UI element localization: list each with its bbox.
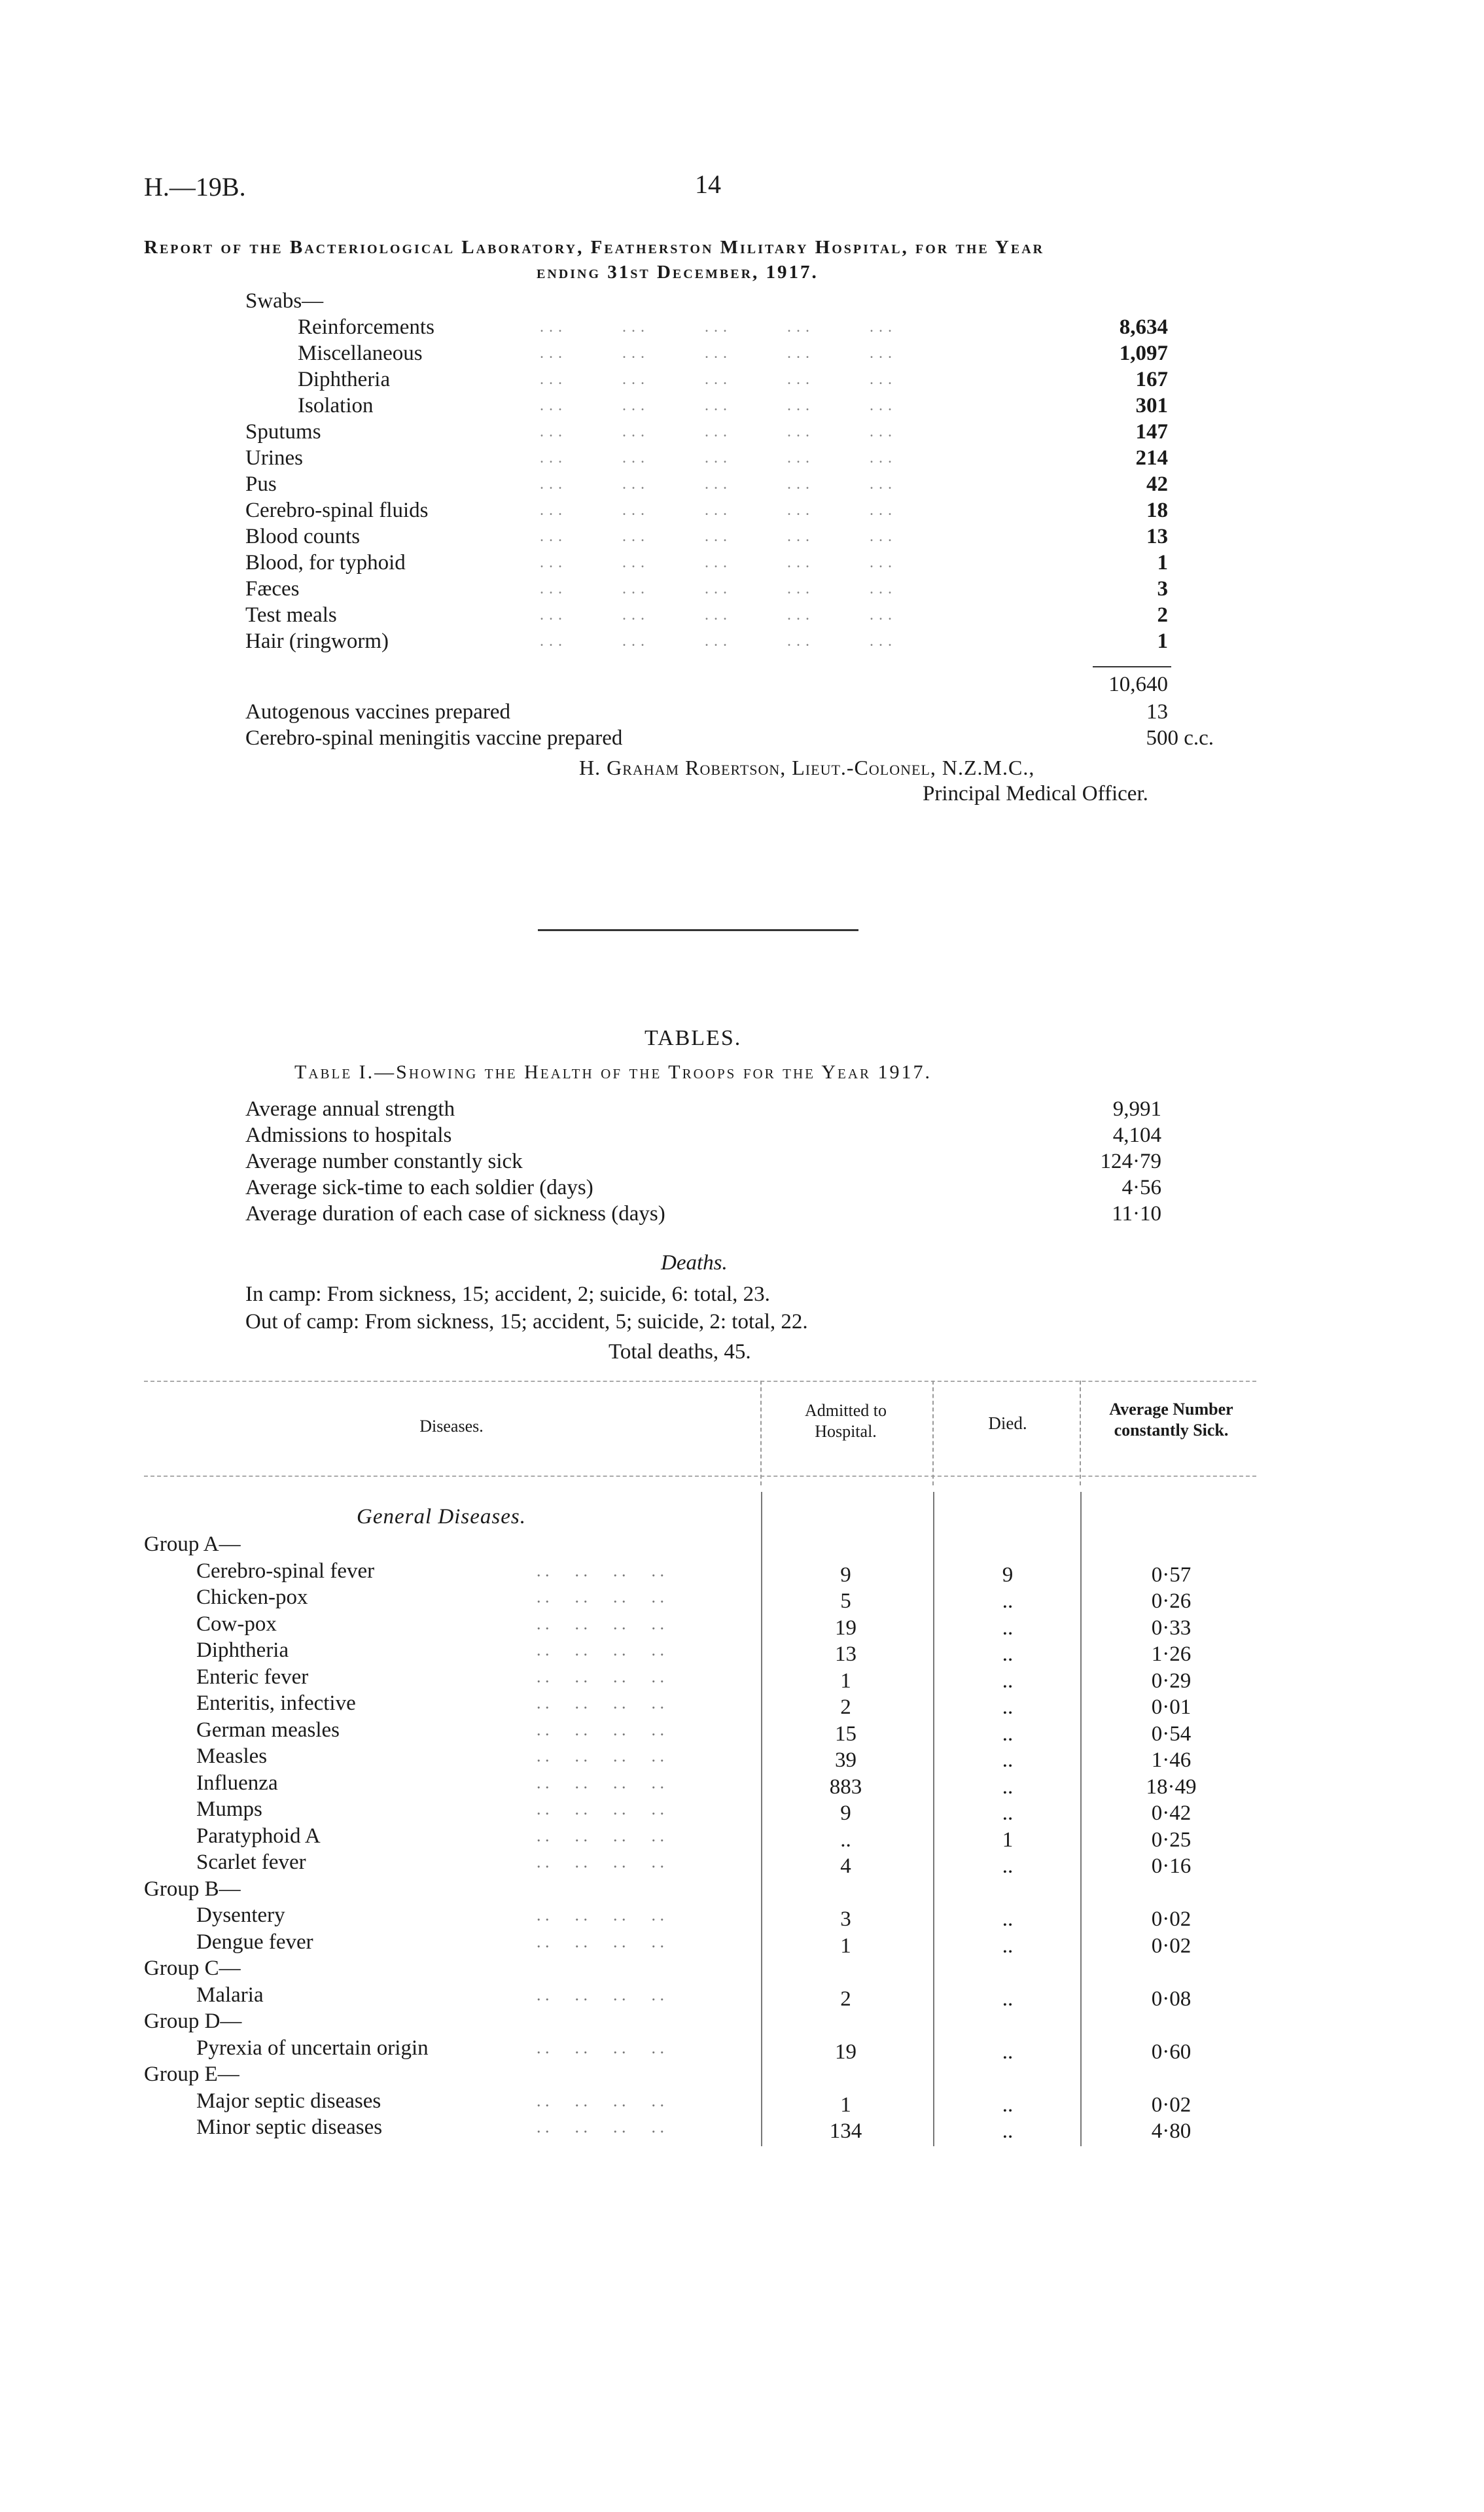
- disease-label: Paratyphoid A: [196, 1824, 321, 1848]
- disease-row: [0, 1717, 1484, 1746]
- extra-value: 13: [1146, 700, 1168, 724]
- table-top-rule: [144, 1381, 1256, 1382]
- died-value: 1: [1002, 1828, 1014, 1852]
- lab-item: [245, 523, 1168, 550]
- stat-label: Admissions to hospitals: [245, 1123, 452, 1147]
- lab-item-label: Blood, for typhoid: [245, 551, 406, 575]
- lab-item-label: Urines: [245, 446, 303, 470]
- deaths-in-camp: In camp: From sickness, 15; accident, 2; suicide, 6: total, 23.: [245, 1283, 770, 1306]
- disease-row: [0, 1558, 1484, 1587]
- group-label: Group E—: [144, 2062, 239, 2086]
- leader-dots: ... ... ... ... ...: [540, 476, 897, 493]
- leader-dots: . . . . . . . .: [537, 1587, 664, 1606]
- total-rule: [1093, 666, 1171, 667]
- disease-label: Pyrexia of uncertain origin: [196, 2036, 429, 2060]
- stat-value: 11·10: [1112, 1202, 1161, 1226]
- died-value: ..: [1002, 1669, 1014, 1693]
- disease-label: Cow-pox: [196, 1612, 277, 1636]
- page-number: 14: [695, 169, 721, 199]
- average-sick-value: 0·60: [1151, 2040, 1192, 2064]
- admitted-value: 1: [840, 2093, 851, 2117]
- lab-report-subtitle: ending 31st December, 1917.: [537, 262, 819, 283]
- admitted-value: 4: [840, 1854, 851, 1878]
- group-row: [0, 1531, 1484, 1557]
- disease-label: Minor septic diseases: [196, 2115, 383, 2139]
- stat-label: Average annual strength: [245, 1097, 455, 1121]
- leader-dots: ... ... ... ... ...: [540, 345, 897, 362]
- stat-value: 4,104: [1112, 1123, 1161, 1147]
- average-sick-value: 0·02: [1151, 2093, 1192, 2117]
- died-value: ..: [1002, 1907, 1014, 1931]
- average-sick-value: 1·46: [1151, 1748, 1192, 1772]
- leader-dots: . . . . . . . .: [537, 1799, 664, 1818]
- disease-label: Dengue fever: [196, 1930, 313, 1954]
- leader-dots: . . . . . . . .: [537, 1720, 664, 1739]
- leader-dots: ... ... ... ... ...: [540, 397, 897, 414]
- lab-item-value: 18: [1146, 499, 1168, 522]
- admitted-value: 19: [835, 2040, 857, 2064]
- disease-row: [0, 1982, 1484, 2011]
- lab-item-value: 167: [1135, 368, 1168, 391]
- leader-dots: ... ... ... ... ...: [540, 580, 897, 597]
- disease-label: Measles: [196, 1744, 268, 1768]
- leader-dots: . . . . . . . .: [537, 2091, 664, 2110]
- disease-label: German measles: [196, 1718, 340, 1742]
- average-sick-value: 0·26: [1151, 1589, 1192, 1613]
- disease-row: [0, 1849, 1484, 1878]
- admitted-value: 19: [835, 1616, 857, 1640]
- disease-label: Dysentery: [196, 1903, 285, 1927]
- disease-row: [0, 1690, 1484, 1719]
- died-value: ..: [1002, 2093, 1014, 2117]
- average-sick-value: 0·01: [1151, 1695, 1192, 1719]
- admitted-value: 15: [835, 1722, 857, 1746]
- group-label: Group A—: [144, 1532, 241, 1556]
- lab-item-value: 214: [1135, 446, 1168, 470]
- admitted-value: 134: [829, 2119, 862, 2143]
- lab-item-label: Miscellaneous: [298, 342, 423, 365]
- leader-dots: . . . . . . . .: [537, 1746, 664, 1765]
- admitted-value: 5: [840, 1589, 851, 1613]
- group-label: Group D—: [144, 2009, 242, 2033]
- died-value: ..: [1002, 1854, 1014, 1878]
- lab-item-label: Cerebro-spinal fluids: [245, 499, 429, 522]
- died-value: ..: [1002, 1748, 1014, 1772]
- group-label: Group B—: [144, 1877, 241, 1901]
- lab-item: [245, 445, 1168, 471]
- disease-row: [0, 1611, 1484, 1640]
- leader-dots: . . . . . . . .: [537, 1905, 664, 1924]
- stat-row: [245, 1201, 1161, 1227]
- lab-item: [298, 366, 1168, 393]
- disease-row: [0, 2088, 1484, 2117]
- admitted-value: 39: [835, 1748, 857, 1772]
- died-value: ..: [1002, 1801, 1014, 1825]
- lab-item-label: Sputums: [245, 420, 321, 444]
- died-value: ..: [1002, 1695, 1014, 1719]
- admitted-value: 883: [829, 1775, 862, 1799]
- table-column-rule: [932, 1381, 934, 1485]
- lab-item-label: Diphtheria: [298, 368, 391, 391]
- disease-row: [0, 1664, 1484, 1693]
- disease-row: [0, 1929, 1484, 1958]
- group-row: [0, 2008, 1484, 2034]
- average-sick-value: 0·57: [1151, 1563, 1192, 1587]
- lab-item: [245, 628, 1168, 654]
- swabs-label: Swabs—: [245, 289, 324, 313]
- lab-item: [245, 419, 1168, 445]
- col-header-died: Died.: [988, 1413, 1027, 1433]
- disease-label: Mumps: [196, 1797, 262, 1821]
- meningitis-vaccine-row: [245, 725, 1214, 751]
- lab-item: [298, 340, 1168, 366]
- lab-item-value: 147: [1135, 420, 1168, 444]
- table-header-rule: [144, 1476, 1256, 1477]
- disease-label: Malaria: [196, 1983, 264, 2007]
- died-value: ..: [1002, 2119, 1014, 2143]
- average-sick-value: 4·80: [1151, 2119, 1192, 2143]
- leader-dots: . . . . . . . .: [537, 1640, 664, 1659]
- group-row: [0, 2061, 1484, 2087]
- lab-item-label: Pus: [245, 472, 277, 496]
- admitted-value: 2: [840, 1987, 851, 2011]
- tables-heading: TABLES.: [645, 1026, 742, 1050]
- lab-item-value: 301: [1135, 394, 1168, 417]
- lab-item-label: Test meals: [245, 603, 337, 627]
- admitted-value: 13: [835, 1642, 857, 1666]
- stat-value: 4·56: [1122, 1176, 1161, 1199]
- lab-item-label: Isolation: [298, 394, 374, 417]
- stat-row: [245, 1175, 1161, 1201]
- lab-item-value: 8,634: [1119, 315, 1168, 339]
- average-sick-value: 0·16: [1151, 1854, 1192, 1878]
- extra-label: Autogenous vaccines prepared: [245, 700, 511, 724]
- leader-dots: ... ... ... ... ...: [540, 450, 897, 467]
- lab-item-value: 13: [1146, 525, 1168, 548]
- admitted-value: 2: [840, 1695, 851, 1719]
- died-value: ..: [1002, 1934, 1014, 1958]
- leader-dots: ... ... ... ... ...: [540, 633, 897, 650]
- average-sick-value: 0·29: [1151, 1669, 1192, 1693]
- lab-item-value: 1,097: [1119, 342, 1168, 365]
- lab-item: [245, 471, 1168, 497]
- admitted-value: 3: [840, 1907, 851, 1931]
- stat-value: 124·79: [1100, 1150, 1161, 1173]
- average-sick-value: 0·54: [1151, 1722, 1192, 1746]
- stat-label: Average duration of each case of sickness (days): [245, 1202, 665, 1226]
- extra-label: Cerebro-spinal meningitis vaccine prepared: [245, 726, 623, 750]
- stat-label: Average number constantly sick: [245, 1150, 523, 1173]
- leader-dots: ... ... ... ... ...: [540, 554, 897, 571]
- disease-label: Major septic diseases: [196, 2089, 381, 2113]
- average-sick-value: 0·08: [1151, 1987, 1192, 2011]
- average-sick-value: 0·42: [1151, 1801, 1192, 1825]
- leader-dots: . . . . . . . .: [537, 1826, 664, 1845]
- leader-dots: . . . . . . . .: [537, 1852, 664, 1871]
- leader-dots: . . . . . . . .: [537, 1773, 664, 1792]
- lab-item-value: 1: [1157, 629, 1168, 653]
- died-value: ..: [1002, 1722, 1014, 1746]
- disease-label: Influenza: [196, 1771, 278, 1795]
- died-value: ..: [1002, 1775, 1014, 1799]
- leader-dots: . . . . . . . .: [537, 2117, 664, 2136]
- deaths-heading: Deaths.: [661, 1251, 728, 1275]
- disease-label: Cerebro-spinal fever: [196, 1559, 375, 1583]
- table-column-rule: [760, 1381, 762, 1485]
- average-sick-value: 0·33: [1151, 1616, 1192, 1640]
- lab-item: [245, 576, 1168, 602]
- lab-item-value: 3: [1157, 577, 1168, 601]
- stat-row: [245, 1122, 1161, 1148]
- disease-row: [0, 1743, 1484, 1772]
- admitted-value: 1: [840, 1934, 851, 1958]
- leader-dots: ... ... ... ... ...: [540, 423, 897, 440]
- lab-report-title: Report of the Bacteriological Laboratory, Featherston Military Hospital, for the Year: [144, 237, 1045, 258]
- autogenous-row: [245, 699, 1168, 725]
- leader-dots: ... ... ... ... ...: [540, 319, 897, 336]
- stat-row: [245, 1096, 1161, 1122]
- disease-row: [0, 1796, 1484, 1825]
- section-divider: [538, 929, 858, 931]
- lab-item: [245, 602, 1168, 628]
- leader-dots: . . . . . . . .: [537, 1561, 664, 1580]
- leader-dots: ... ... ... ... ...: [540, 502, 897, 519]
- deaths-out-camp: Out of camp: From sickness, 15; accident, 5; suicide, 2: total, 22.: [245, 1310, 808, 1334]
- leader-dots: . . . . . . . .: [537, 1667, 664, 1686]
- disease-label: Chicken-pox: [196, 1585, 308, 1609]
- admitted-value: 9: [840, 1563, 851, 1587]
- lab-item: [245, 550, 1168, 576]
- lab-item: [298, 314, 1168, 340]
- leader-dots: . . . . . . . .: [537, 2038, 664, 2057]
- admitted-value: ..: [840, 1828, 851, 1852]
- table-column-rule: [1080, 1381, 1081, 1485]
- stat-row: [245, 1148, 1161, 1175]
- col-header-admitted: Admitted to Hospital.: [805, 1401, 887, 1441]
- deaths-total: Total deaths, 45.: [609, 1340, 751, 1364]
- lab-item-value: 1: [1157, 551, 1168, 575]
- leader-dots: . . . . . . . .: [537, 1932, 664, 1951]
- signature-name: H. Graham Robertson, Lieut.-Colonel, N.Z.M.C.,: [579, 756, 1035, 779]
- lab-item-value: 2: [1157, 603, 1168, 627]
- section-title: General Diseases.: [357, 1505, 526, 1529]
- admitted-value: 9: [840, 1801, 851, 1825]
- disease-row: [0, 1637, 1484, 1666]
- average-sick-value: 0·02: [1151, 1907, 1192, 1931]
- average-sick-value: 0·25: [1151, 1828, 1192, 1852]
- leader-dots: ... ... ... ... ...: [540, 371, 897, 388]
- extra-value: 500 c.c.: [1146, 726, 1214, 750]
- lab-total: 10,640: [1108, 673, 1168, 696]
- average-sick-value: 1·26: [1151, 1642, 1192, 1666]
- col-header-diseases: Diseases.: [419, 1417, 484, 1436]
- disease-label: Enteric fever: [196, 1665, 309, 1689]
- lab-item: [298, 393, 1168, 419]
- average-sick-value: 0·02: [1151, 1934, 1192, 1958]
- lab-item-value: 42: [1146, 472, 1168, 496]
- group-label: Group C—: [144, 1956, 241, 1980]
- leader-dots: ... ... ... ... ...: [540, 607, 897, 624]
- disease-label: Enteritis, infective: [196, 1691, 356, 1715]
- lab-item: [245, 497, 1168, 523]
- disease-row: [0, 1902, 1484, 1931]
- died-value: ..: [1002, 2040, 1014, 2064]
- stat-label: Average sick-time to each soldier (days): [245, 1176, 593, 1199]
- disease-row: [0, 1584, 1484, 1613]
- leader-dots: ... ... ... ... ...: [540, 528, 897, 545]
- stat-value: 9,991: [1112, 1097, 1161, 1121]
- disease-row: [0, 1823, 1484, 1852]
- group-row: [0, 1876, 1484, 1902]
- group-row: [0, 1955, 1484, 1981]
- leader-dots: . . . . . . . .: [537, 1614, 664, 1633]
- disease-row: [0, 2114, 1484, 2143]
- lab-item-label: Reinforcements: [298, 315, 434, 339]
- disease-row: [0, 1770, 1484, 1799]
- leader-dots: . . . . . . . .: [537, 1693, 664, 1712]
- lab-item-label: Blood counts: [245, 525, 361, 548]
- col-header-average: Average Number constantly Sick.: [1109, 1400, 1233, 1440]
- lab-item-label: Fæces: [245, 577, 300, 601]
- died-value: ..: [1002, 1589, 1014, 1613]
- died-value: ..: [1002, 1642, 1014, 1666]
- table1-title: Table I.—Showing the Health of the Troops for the Year 1917.: [294, 1061, 932, 1083]
- document-code: H.—19B.: [144, 172, 246, 202]
- signature-title: Principal Medical Officer.: [923, 782, 1148, 805]
- disease-label: Diphtheria: [196, 1638, 289, 1662]
- died-value: ..: [1002, 1987, 1014, 2011]
- lab-item-label: Hair (ringworm): [245, 629, 389, 653]
- leader-dots: . . . . . . . .: [537, 1985, 664, 2004]
- disease-label: Scarlet fever: [196, 1850, 306, 1874]
- average-sick-value: 18·49: [1146, 1775, 1197, 1799]
- disease-row: [0, 2035, 1484, 2064]
- admitted-value: 1: [840, 1669, 851, 1693]
- died-value: 9: [1002, 1563, 1014, 1587]
- died-value: ..: [1002, 1616, 1014, 1640]
